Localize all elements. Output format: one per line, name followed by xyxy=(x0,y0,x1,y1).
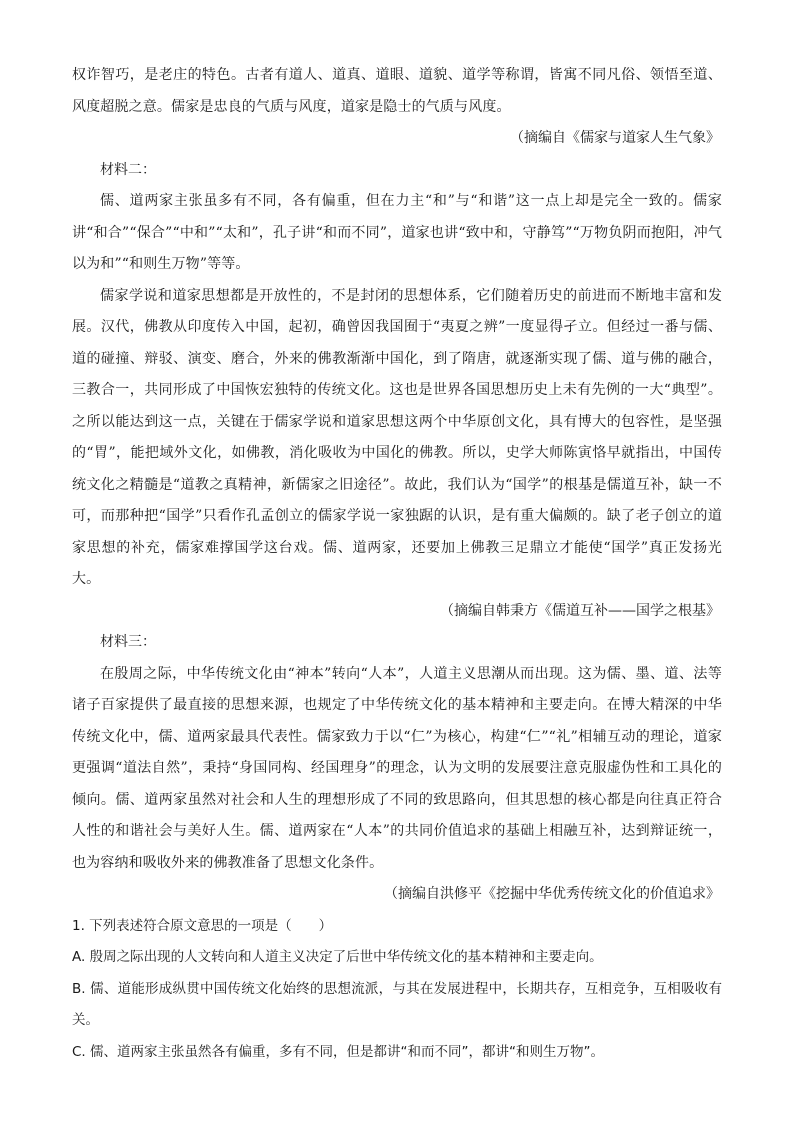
material-3-paragraph-1: 在殷周之际，中华传统文化由“神本”转向“人本”，人道主义思潮从而出现。这为儒、墨、道、法等诸子百家提供了最直接的思想来源，也规定了中华传统文化的基本精神和主要走向。在博大精深的中华传统文化中，儒、道两家最具代表性。儒家致力于以“仁”为核心，构建“仁”“礼”相辅互动的理论，道家更强调“道法自然”，秉持“身国同构、经国理身”的理念，认为文明的发展要注意克服虚伪性和工具化的倾向。儒、道两家虽然对社会和人生的理想形成了不同的致思路向，但其思想的核心都是向往真正符合人性的和谐社会与美好人生。儒、道两家在“人本”的共同价值追求的基础上相融互补，达到辩证统一，也为容纳和吸收外来的佛教准备了思想文化条件。 xyxy=(72,665,722,871)
question-1-option-c: C. 儒、道两家主张虽然各有偏重，多有不同，但是都讲“和而不同”，都讲“和则生万物”。 xyxy=(72,1043,604,1060)
question-1-option-b: B. 儒、道能形成纵贯中国传统文化始终的思想流派，与其在发展进程中，长期共存，互相竞争，互相吸收有关。 xyxy=(72,980,722,1028)
source-citation-2: （摘编自韩秉方《儒道互补——国学之根基》 xyxy=(440,602,720,619)
document-content xyxy=(72,60,722,1068)
material-2-paragraph-2: 儒家学说和道家思想都是开放性的，不是封闭的思想体系，它们随着历史的前进而不断地丰富和发展。汉代，佛教从印度传入中国，起初，确曾因我国囿于“夷夏之辨”一度显得孑立。但经过一番与儒、道的碰撞、辩驳、演变、磨合，外来的佛教渐渐中国化，到了隋唐，就逐渐实现了儒、道与佛的融合，三教合一，共同形成了中国恢宏独特的传统文化。这也是世界各国思想历史上未有先例的一大“典型”。之所以能达到这一点，关键在于儒家学说和道家思想这两个中华原创文化，具有博大的包容性，是坚强的“胃”，能把域外文化，如佛教，消化吸收为中国化的佛教。所以，史学大师陈寅恪早就指出，中国传统文化之精髓是“道教之真精神，新儒家之旧途径”。故此，我们认为“国学”的根基是儒道互补，缺一不可，而那种把“国学”只看作孔孟创立的儒家学说一家独踞的认识，是有重大偏颇的。缺了老子创立的道家思想的补充，儒家难撑国学这台戏。儒、道两家，还要加上佛教三足鼎立才能使“国学”真正发扬光大。 xyxy=(72,287,722,587)
question-1-option-a: A. 殷周之际出现的人文转向和人道主义决定了后世中华传统文化的基本精神和主要走向。 xyxy=(72,949,603,965)
source-citation-1: （摘编自《儒家与道家人生气象》 xyxy=(510,130,720,146)
question-1-stem: 1. 下列表述符合原文意思的一项是（ ） xyxy=(72,917,333,934)
material-2-heading: 材料二： xyxy=(100,161,156,178)
source-citation-3: （摘编自洪修平《挖掘中华优秀传统文化的价值追求》 xyxy=(384,886,720,902)
intro-paragraph: 权诈智巧，是老庄的特色。古者有道人、道真、道眼、道貌、道学等称谓，皆寓不同凡俗、领悟至道、风度超脱之意。儒家是忠良的气质与风度，道家是隐士的气质与风度。 xyxy=(72,67,722,115)
material-2-paragraph-1: 儒、道两家主张虽多有不同，各有偏重，但在力主“和”与“和谐”这一点上却是完全一致的。儒家讲“和合”“保合”“中和”“太和”，孔子讲“和而不同”，道家也讲“致中和，守静笃”“万物负阴而抱阳，冲气以为和”“和则生万物”等等。 xyxy=(72,193,722,272)
material-3-heading: 材料三： xyxy=(100,634,156,650)
